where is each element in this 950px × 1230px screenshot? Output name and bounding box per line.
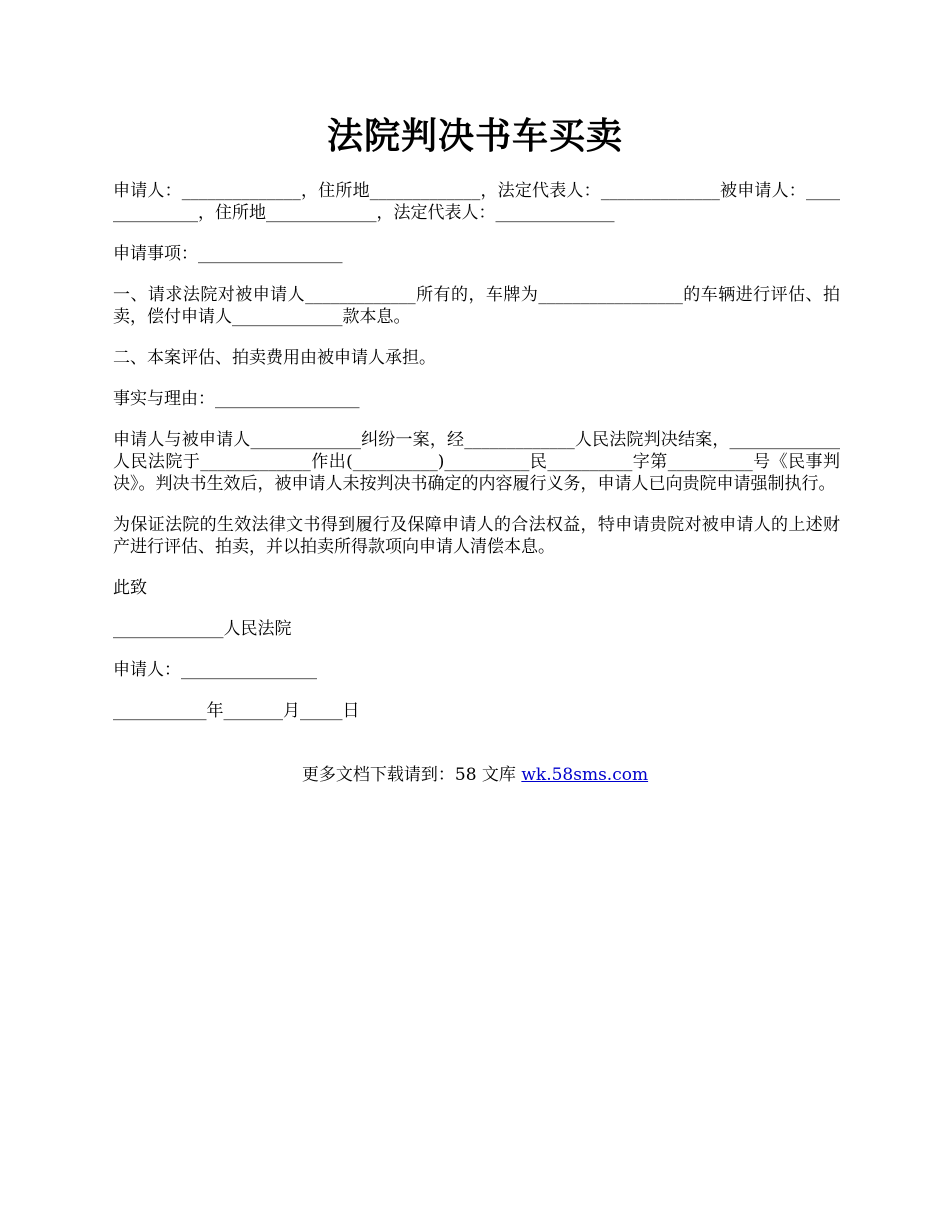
- request-two-paragraph: 二、本案评估、拍卖费用由被申请人承担。: [113, 348, 436, 368]
- facts-reasons-paragraph: 事实与理由：_________________: [113, 389, 360, 409]
- signature-paragraph: 申请人：________________: [113, 660, 317, 680]
- request-one-paragraph: 一、请求法院对被申请人_____________所有的，车牌为_________________的车辆进行评估、拍卖，偿付申请人_____________款本息。: [113, 285, 840, 327]
- salutation-paragraph: 此致: [113, 578, 147, 598]
- case-details-paragraph: 申请人与被申请人_____________纠纷一案，经_____________人民法院判决结案，_____________人民法院于_____________作出(__________)__________民__________字第__________号《民事判决》。判决书生效后，被申请人未按判决书确定的内容履行义务，申请人已向贵院申请强制执行。: [113, 430, 840, 494]
- document-title: 法院判决书车买卖: [326, 115, 623, 157]
- purpose-paragraph: 为保证法院的生效法律文书得到履行及保障申请人的合法权益，特申请贵院对被申请人的上述财产进行评估、拍卖，并以拍卖所得款项向申请人清偿本息。: [113, 515, 840, 557]
- download-footer: [0, 763, 950, 787]
- website-link[interactable]: wk.58sms.com: [521, 765, 649, 785]
- date-paragraph: ___________年_______月_____日: [113, 701, 360, 721]
- court-addressee-paragraph: _____________人民法院: [113, 619, 292, 639]
- footer-text: 更多文档下载请到：58 文库: [301, 765, 522, 785]
- document-body: [113, 180, 840, 741]
- application-items-paragraph: 申请事项：_________________: [113, 244, 343, 264]
- applicant-info-paragraph: 申请人：______________，住所地_____________，法定代表人：______________被申请人：______________，住所地_____________，法定代表人：______________: [113, 181, 840, 223]
